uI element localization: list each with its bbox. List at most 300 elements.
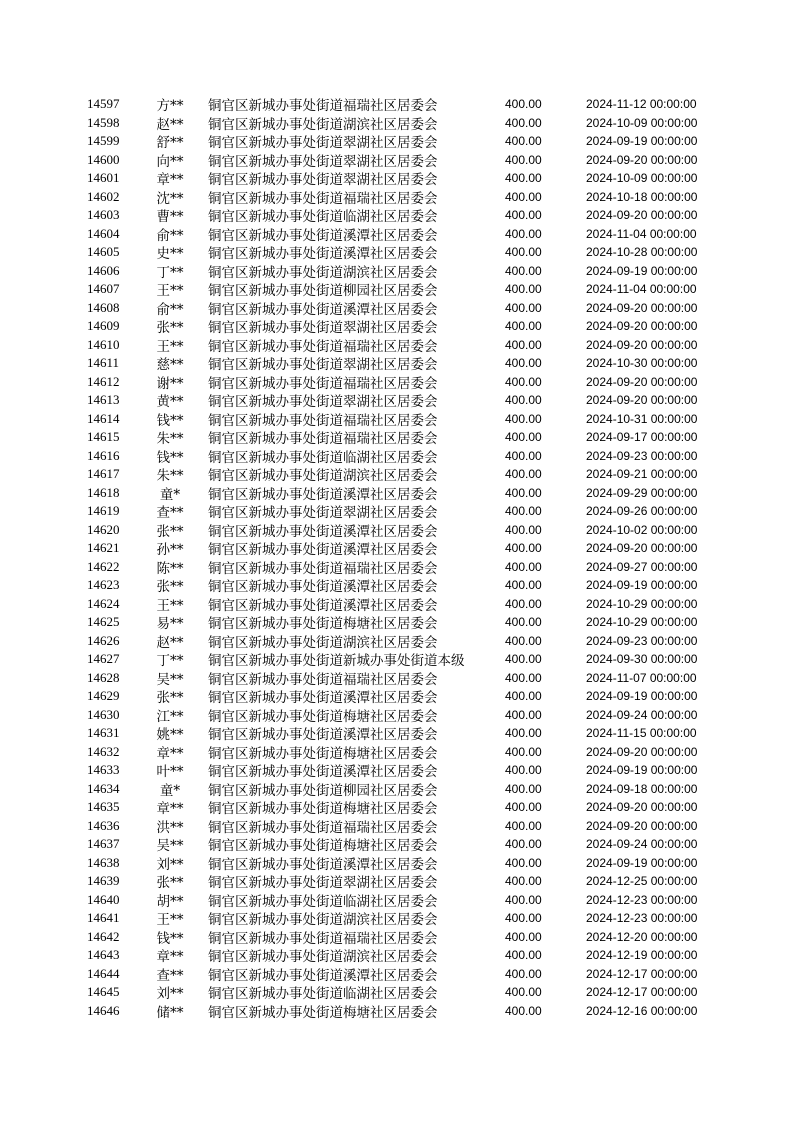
record-id-cell: 14615 xyxy=(87,429,120,445)
timestamp-cell: 2024-12-23 00:00:00 xyxy=(586,911,698,926)
record-id-cell: 14629 xyxy=(87,688,120,704)
masked-name-cell: 舒** xyxy=(156,135,184,152)
table-row xyxy=(0,299,793,318)
record-id-cell: 14619 xyxy=(87,503,120,519)
organization-cell: 铜官区新城办事处街道翠湖社区居委会 xyxy=(208,153,438,170)
masked-name-cell: 章** xyxy=(156,172,184,189)
masked-name-cell: 方** xyxy=(156,98,184,115)
timestamp-cell: 2024-09-24 00:00:00 xyxy=(586,707,698,722)
record-id-cell: 14603 xyxy=(87,207,120,223)
organization-cell: 铜官区新城办事处街道福瑞社区居委会 xyxy=(208,560,438,577)
organization-cell: 铜官区新城办事处街道翠湖社区居委会 xyxy=(208,320,438,337)
table-row xyxy=(0,225,793,244)
amount-cell: 400.00 xyxy=(505,134,542,149)
amount-cell: 400.00 xyxy=(505,689,542,704)
record-id-cell: 14626 xyxy=(87,632,120,648)
timestamp-cell: 2024-10-31 00:00:00 xyxy=(586,411,698,426)
masked-name-cell: 丁** xyxy=(156,653,184,670)
table-row xyxy=(0,835,793,854)
record-id-cell: 14606 xyxy=(87,262,120,278)
timestamp-cell: 2024-09-19 00:00:00 xyxy=(586,763,698,778)
timestamp-cell: 2024-11-04 00:00:00 xyxy=(586,282,697,297)
table-row xyxy=(0,465,793,484)
timestamp-cell: 2024-10-18 00:00:00 xyxy=(586,189,698,204)
timestamp-cell: 2024-11-15 00:00:00 xyxy=(586,726,697,741)
amount-cell: 400.00 xyxy=(505,485,542,500)
organization-cell: 铜官区新城办事处街道溪潭社区居委会 xyxy=(208,542,438,559)
record-id-cell: 14597 xyxy=(87,96,120,112)
timestamp-cell: 2024-09-20 00:00:00 xyxy=(586,300,698,315)
record-id-cell: 14633 xyxy=(87,762,120,778)
organization-cell: 铜官区新城办事处街道福瑞社区居委会 xyxy=(208,338,438,355)
amount-cell: 400.00 xyxy=(505,763,542,778)
timestamp-cell: 2024-10-09 00:00:00 xyxy=(586,171,698,186)
organization-cell: 铜官区新城办事处街道溪潭社区居委会 xyxy=(208,579,438,596)
organization-cell: 铜官区新城办事处街道福瑞社区居委会 xyxy=(208,819,438,836)
organization-cell: 铜官区新城办事处街道湖滨社区居委会 xyxy=(208,264,438,281)
table-row xyxy=(0,817,793,836)
record-id-cell: 14610 xyxy=(87,336,120,352)
record-id-cell: 14637 xyxy=(87,836,120,852)
timestamp-cell: 2024-09-20 00:00:00 xyxy=(586,744,698,759)
amount-cell: 400.00 xyxy=(505,948,542,963)
masked-name-cell: 洪** xyxy=(156,819,184,836)
record-id-cell: 14613 xyxy=(87,392,120,408)
masked-name-cell: 钱** xyxy=(156,930,184,947)
amount-cell: 400.00 xyxy=(505,189,542,204)
table-row xyxy=(0,410,793,429)
amount-cell: 400.00 xyxy=(505,726,542,741)
timestamp-cell: 2024-10-09 00:00:00 xyxy=(586,115,698,130)
table-row xyxy=(0,706,793,725)
organization-cell: 铜官区新城办事处街道临湖社区居委会 xyxy=(208,986,438,1003)
table-row xyxy=(0,114,793,133)
amount-cell: 400.00 xyxy=(505,300,542,315)
timestamp-cell: 2024-09-30 00:00:00 xyxy=(586,652,698,667)
record-id-cell: 14646 xyxy=(87,1002,120,1018)
timestamp-cell: 2024-09-23 00:00:00 xyxy=(586,633,698,648)
table-row xyxy=(0,262,793,281)
organization-cell: 铜官区新城办事处街道福瑞社区居委会 xyxy=(208,98,438,115)
amount-cell: 400.00 xyxy=(505,411,542,426)
amount-cell: 400.00 xyxy=(505,855,542,870)
amount-cell: 400.00 xyxy=(505,837,542,852)
record-id-cell: 14611 xyxy=(87,355,120,371)
masked-name-cell: 易** xyxy=(156,616,184,633)
amount-cell: 400.00 xyxy=(505,245,542,260)
masked-name-cell: 朱** xyxy=(156,468,184,485)
amount-cell: 400.00 xyxy=(505,522,542,537)
organization-cell: 铜官区新城办事处街道翠湖社区居委会 xyxy=(208,875,438,892)
organization-cell: 铜官区新城办事处街道溪潭社区居委会 xyxy=(208,597,438,614)
table-row xyxy=(0,336,793,355)
table-row xyxy=(0,854,793,873)
organization-cell: 铜官区新城办事处街道溪潭社区居委会 xyxy=(208,727,438,744)
record-id-cell: 14632 xyxy=(87,743,120,759)
record-id-cell: 14618 xyxy=(87,484,120,500)
masked-name-cell: 叶** xyxy=(156,764,184,781)
organization-cell: 铜官区新城办事处街道临湖社区居委会 xyxy=(208,893,438,910)
masked-name-cell: 张** xyxy=(156,523,184,540)
masked-name-cell: 向** xyxy=(156,153,184,170)
record-id-cell: 14609 xyxy=(87,318,120,334)
record-id-cell: 14631 xyxy=(87,725,120,741)
amount-cell: 400.00 xyxy=(505,319,542,334)
table-row xyxy=(0,983,793,1002)
organization-cell: 铜官区新城办事处街道翠湖社区居委会 xyxy=(208,394,438,411)
timestamp-cell: 2024-12-23 00:00:00 xyxy=(586,892,698,907)
table-row xyxy=(0,761,793,780)
organization-cell: 铜官区新城办事处街道福瑞社区居委会 xyxy=(208,671,438,688)
timestamp-cell: 2024-12-17 00:00:00 xyxy=(586,985,698,1000)
amount-cell: 400.00 xyxy=(505,707,542,722)
record-id-cell: 14604 xyxy=(87,225,120,241)
record-id-cell: 14628 xyxy=(87,669,120,685)
timestamp-cell: 2024-09-24 00:00:00 xyxy=(586,837,698,852)
record-id-cell: 14620 xyxy=(87,521,120,537)
table-row xyxy=(0,243,793,262)
organization-cell: 铜官区新城办事处街道翠湖社区居委会 xyxy=(208,135,438,152)
table-row xyxy=(0,687,793,706)
organization-cell: 铜官区新城办事处街道翠湖社区居委会 xyxy=(208,172,438,189)
timestamp-cell: 2024-12-16 00:00:00 xyxy=(586,1003,698,1018)
record-id-cell: 14623 xyxy=(87,577,120,593)
timestamp-cell: 2024-12-25 00:00:00 xyxy=(586,874,698,889)
timestamp-cell: 2024-09-20 00:00:00 xyxy=(586,393,698,408)
table-row xyxy=(0,373,793,392)
amount-cell: 400.00 xyxy=(505,929,542,944)
amount-cell: 400.00 xyxy=(505,781,542,796)
amount-cell: 400.00 xyxy=(505,985,542,1000)
timestamp-cell: 2024-11-12 00:00:00 xyxy=(586,97,697,112)
organization-cell: 铜官区新城办事处街道溪潭社区居委会 xyxy=(208,764,438,781)
organization-cell: 铜官区新城办事处街道湖滨社区居委会 xyxy=(208,116,438,133)
timestamp-cell: 2024-09-18 00:00:00 xyxy=(586,781,698,796)
record-id-cell: 14630 xyxy=(87,706,120,722)
amount-cell: 400.00 xyxy=(505,467,542,482)
organization-cell: 铜官区新城办事处街道溪潭社区居委会 xyxy=(208,523,438,540)
organization-cell: 铜官区新城办事处街道福瑞社区居委会 xyxy=(208,412,438,429)
record-id-cell: 14638 xyxy=(87,854,120,870)
amount-cell: 400.00 xyxy=(505,670,542,685)
table-row xyxy=(0,613,793,632)
table-row xyxy=(0,576,793,595)
masked-name-cell: 曹** xyxy=(156,209,184,226)
timestamp-cell: 2024-09-19 00:00:00 xyxy=(586,689,698,704)
table-row xyxy=(0,1002,793,1021)
amount-cell: 400.00 xyxy=(505,263,542,278)
masked-name-cell: 陈** xyxy=(156,560,184,577)
table-row xyxy=(0,891,793,910)
record-id-cell: 14645 xyxy=(87,984,120,1000)
timestamp-cell: 2024-09-20 00:00:00 xyxy=(586,800,698,815)
masked-name-cell: 沈** xyxy=(156,190,184,207)
amount-cell: 400.00 xyxy=(505,892,542,907)
organization-cell: 铜官区新城办事处街道湖滨社区居委会 xyxy=(208,949,438,966)
table-row xyxy=(0,521,793,540)
amount-cell: 400.00 xyxy=(505,1003,542,1018)
table-row xyxy=(0,965,793,984)
organization-cell: 铜官区新城办事处街道湖滨社区居委会 xyxy=(208,468,438,485)
masked-name-cell: 王** xyxy=(156,597,184,614)
timestamp-cell: 2024-09-20 00:00:00 xyxy=(586,818,698,833)
table-row xyxy=(0,539,793,558)
masked-name-cell: 史** xyxy=(156,246,184,263)
organization-cell: 铜官区新城办事处街道溪潭社区居委会 xyxy=(208,486,438,503)
table-row xyxy=(0,669,793,688)
masked-name-cell: 吴** xyxy=(156,671,184,688)
timestamp-cell: 2024-10-28 00:00:00 xyxy=(586,245,698,260)
masked-name-cell: 查** xyxy=(156,967,184,984)
table-row xyxy=(0,798,793,817)
table-row xyxy=(0,484,793,503)
table-row xyxy=(0,169,793,188)
masked-name-cell: 章** xyxy=(156,801,184,818)
masked-name-cell: 钱** xyxy=(156,412,184,429)
amount-cell: 400.00 xyxy=(505,504,542,519)
organization-cell: 铜官区新城办事处街道翠湖社区居委会 xyxy=(208,357,438,374)
record-id-cell: 14601 xyxy=(87,170,120,186)
amount-cell: 400.00 xyxy=(505,633,542,648)
timestamp-cell: 2024-09-20 00:00:00 xyxy=(586,374,698,389)
masked-name-cell: 黄** xyxy=(156,394,184,411)
amount-cell: 400.00 xyxy=(505,911,542,926)
masked-name-cell: 吴** xyxy=(156,838,184,855)
record-id-cell: 14640 xyxy=(87,891,120,907)
amount-cell: 400.00 xyxy=(505,115,542,130)
timestamp-cell: 2024-12-20 00:00:00 xyxy=(586,929,698,944)
record-id-cell: 14616 xyxy=(87,447,120,463)
organization-cell: 铜官区新城办事处街道梅塘社区居委会 xyxy=(208,708,438,725)
timestamp-cell: 2024-10-29 00:00:00 xyxy=(586,596,698,611)
record-id-cell: 14641 xyxy=(87,910,120,926)
masked-name-cell: 查** xyxy=(156,505,184,522)
record-id-cell: 14607 xyxy=(87,281,120,297)
masked-name-cell: 王** xyxy=(156,338,184,355)
amount-cell: 400.00 xyxy=(505,152,542,167)
table-row xyxy=(0,632,793,651)
table-row xyxy=(0,724,793,743)
record-id-cell: 14643 xyxy=(87,947,120,963)
table-row xyxy=(0,743,793,762)
record-id-cell: 14636 xyxy=(87,817,120,833)
table-row xyxy=(0,595,793,614)
organization-cell: 铜官区新城办事处街道柳园社区居委会 xyxy=(208,283,438,300)
table-row xyxy=(0,872,793,891)
masked-name-cell: 孙** xyxy=(156,542,184,559)
masked-name-cell: 张** xyxy=(156,875,184,892)
amount-cell: 400.00 xyxy=(505,226,542,241)
masked-name-cell: 谢** xyxy=(156,375,184,392)
table-row xyxy=(0,928,793,947)
table-row xyxy=(0,502,793,521)
masked-name-cell: 姚** xyxy=(156,727,184,744)
record-id-cell: 14621 xyxy=(87,540,120,556)
amount-cell: 400.00 xyxy=(505,541,542,556)
timestamp-cell: 2024-09-29 00:00:00 xyxy=(586,485,698,500)
organization-cell: 铜官区新城办事处街道溪潭社区居委会 xyxy=(208,227,438,244)
amount-cell: 400.00 xyxy=(505,818,542,833)
table-row xyxy=(0,447,793,466)
organization-cell: 铜官区新城办事处街道福瑞社区居委会 xyxy=(208,930,438,947)
masked-name-cell: 俞** xyxy=(156,227,184,244)
amount-cell: 400.00 xyxy=(505,800,542,815)
timestamp-cell: 2024-09-20 00:00:00 xyxy=(586,208,698,223)
organization-cell: 铜官区新城办事处街道梅塘社区居委会 xyxy=(208,1004,438,1021)
amount-cell: 400.00 xyxy=(505,559,542,574)
timestamp-cell: 2024-09-19 00:00:00 xyxy=(586,578,698,593)
timestamp-cell: 2024-10-30 00:00:00 xyxy=(586,356,698,371)
organization-cell: 铜官区新城办事处街道福瑞社区居委会 xyxy=(208,375,438,392)
amount-cell: 400.00 xyxy=(505,596,542,611)
organization-cell: 铜官区新城办事处街道梅塘社区居委会 xyxy=(208,745,438,762)
records-table xyxy=(0,95,793,1020)
organization-cell: 铜官区新城办事处街道溪潭社区居委会 xyxy=(208,690,438,707)
masked-name-cell: 张** xyxy=(156,579,184,596)
timestamp-cell: 2024-09-21 00:00:00 xyxy=(586,467,698,482)
organization-cell: 铜官区新城办事处街道溪潭社区居委会 xyxy=(208,856,438,873)
masked-name-cell: 刘** xyxy=(156,986,184,1003)
amount-cell: 400.00 xyxy=(505,744,542,759)
organization-cell: 铜官区新城办事处街道临湖社区居委会 xyxy=(208,209,438,226)
amount-cell: 400.00 xyxy=(505,615,542,630)
organization-cell: 铜官区新城办事处街道福瑞社区居委会 xyxy=(208,431,438,448)
timestamp-cell: 2024-10-02 00:00:00 xyxy=(586,522,698,537)
organization-cell: 铜官区新城办事处街道溪潭社区居委会 xyxy=(208,967,438,984)
table-row xyxy=(0,391,793,410)
organization-cell: 铜官区新城办事处街道溪潭社区居委会 xyxy=(208,301,438,318)
organization-cell: 铜官区新城办事处街道柳园社区居委会 xyxy=(208,782,438,799)
table-row xyxy=(0,188,793,207)
record-id-cell: 14608 xyxy=(87,299,120,315)
table-row xyxy=(0,558,793,577)
table-row xyxy=(0,280,793,299)
table-row xyxy=(0,909,793,928)
timestamp-cell: 2024-11-07 00:00:00 xyxy=(586,670,697,685)
record-id-cell: 14617 xyxy=(87,466,120,482)
timestamp-cell: 2024-09-19 00:00:00 xyxy=(586,855,698,870)
timestamp-cell: 2024-10-29 00:00:00 xyxy=(586,615,698,630)
amount-cell: 400.00 xyxy=(505,652,542,667)
record-id-cell: 14602 xyxy=(87,188,120,204)
masked-name-cell: 俞** xyxy=(156,301,184,318)
masked-name-cell: 钱** xyxy=(156,449,184,466)
masked-name-cell: 童* xyxy=(159,782,181,799)
amount-cell: 400.00 xyxy=(505,171,542,186)
record-id-cell: 14639 xyxy=(87,873,120,889)
timestamp-cell: 2024-09-19 00:00:00 xyxy=(586,134,698,149)
amount-cell: 400.00 xyxy=(505,374,542,389)
table-row xyxy=(0,317,793,336)
masked-name-cell: 章** xyxy=(156,745,184,762)
timestamp-cell: 2024-09-26 00:00:00 xyxy=(586,504,698,519)
organization-cell: 铜官区新城办事处街道新城办事处街道本级 xyxy=(208,653,465,670)
masked-name-cell: 张** xyxy=(156,690,184,707)
masked-name-cell: 朱** xyxy=(156,431,184,448)
organization-cell: 铜官区新城办事处街道福瑞社区居委会 xyxy=(208,190,438,207)
masked-name-cell: 赵** xyxy=(156,116,184,133)
record-id-cell: 14627 xyxy=(87,651,120,667)
amount-cell: 400.00 xyxy=(505,282,542,297)
timestamp-cell: 2024-12-17 00:00:00 xyxy=(586,966,698,981)
organization-cell: 铜官区新城办事处街道湖滨社区居委会 xyxy=(208,634,438,651)
table-row xyxy=(0,428,793,447)
masked-name-cell: 慈** xyxy=(156,357,184,374)
organization-cell: 铜官区新城办事处街道翠湖社区居委会 xyxy=(208,505,438,522)
masked-name-cell: 王** xyxy=(156,912,184,929)
masked-name-cell: 王** xyxy=(156,283,184,300)
amount-cell: 400.00 xyxy=(505,448,542,463)
record-id-cell: 14625 xyxy=(87,614,120,630)
timestamp-cell: 2024-12-19 00:00:00 xyxy=(586,948,698,963)
timestamp-cell: 2024-09-17 00:00:00 xyxy=(586,430,698,445)
organization-cell: 铜官区新城办事处街道临湖社区居委会 xyxy=(208,449,438,466)
table-row xyxy=(0,946,793,965)
record-id-cell: 14599 xyxy=(87,133,120,149)
record-id-cell: 14622 xyxy=(87,558,120,574)
table-row xyxy=(0,206,793,225)
table-row xyxy=(0,354,793,373)
record-id-cell: 14642 xyxy=(87,928,120,944)
table-row xyxy=(0,132,793,151)
amount-cell: 400.00 xyxy=(505,966,542,981)
table-row xyxy=(0,95,793,114)
timestamp-cell: 2024-09-20 00:00:00 xyxy=(586,541,698,556)
organization-cell: 铜官区新城办事处街道溪潭社区居委会 xyxy=(208,246,438,263)
masked-name-cell: 张** xyxy=(156,320,184,337)
record-id-cell: 14624 xyxy=(87,595,120,611)
table-row xyxy=(0,151,793,170)
masked-name-cell: 胡** xyxy=(156,893,184,910)
organization-cell: 铜官区新城办事处街道梅塘社区居委会 xyxy=(208,616,438,633)
timestamp-cell: 2024-09-27 00:00:00 xyxy=(586,559,698,574)
masked-name-cell: 储** xyxy=(156,1004,184,1021)
record-id-cell: 14644 xyxy=(87,965,120,981)
amount-cell: 400.00 xyxy=(505,208,542,223)
amount-cell: 400.00 xyxy=(505,393,542,408)
timestamp-cell: 2024-09-19 00:00:00 xyxy=(586,263,698,278)
record-id-cell: 14635 xyxy=(87,799,120,815)
organization-cell: 铜官区新城办事处街道梅塘社区居委会 xyxy=(208,801,438,818)
amount-cell: 400.00 xyxy=(505,578,542,593)
masked-name-cell: 赵** xyxy=(156,634,184,651)
record-id-cell: 14598 xyxy=(87,114,120,130)
amount-cell: 400.00 xyxy=(505,874,542,889)
organization-cell: 铜官区新城办事处街道湖滨社区居委会 xyxy=(208,912,438,929)
record-id-cell: 14634 xyxy=(87,780,120,796)
table-row xyxy=(0,780,793,799)
masked-name-cell: 章** xyxy=(156,949,184,966)
timestamp-cell: 2024-09-20 00:00:00 xyxy=(586,152,698,167)
organization-cell: 铜官区新城办事处街道梅塘社区居委会 xyxy=(208,838,438,855)
amount-cell: 400.00 xyxy=(505,430,542,445)
timestamp-cell: 2024-11-04 00:00:00 xyxy=(586,226,697,241)
amount-cell: 400.00 xyxy=(505,337,542,352)
amount-cell: 400.00 xyxy=(505,97,542,112)
amount-cell: 400.00 xyxy=(505,356,542,371)
masked-name-cell: 童* xyxy=(159,486,181,503)
table-row xyxy=(0,650,793,669)
record-id-cell: 14605 xyxy=(87,244,120,260)
timestamp-cell: 2024-09-23 00:00:00 xyxy=(586,448,698,463)
timestamp-cell: 2024-09-20 00:00:00 xyxy=(586,337,698,352)
timestamp-cell: 2024-09-20 00:00:00 xyxy=(586,319,698,334)
record-id-cell: 14600 xyxy=(87,151,120,167)
masked-name-cell: 刘** xyxy=(156,856,184,873)
record-id-cell: 14612 xyxy=(87,373,120,389)
masked-name-cell: 丁** xyxy=(156,264,184,281)
record-id-cell: 14614 xyxy=(87,410,120,426)
